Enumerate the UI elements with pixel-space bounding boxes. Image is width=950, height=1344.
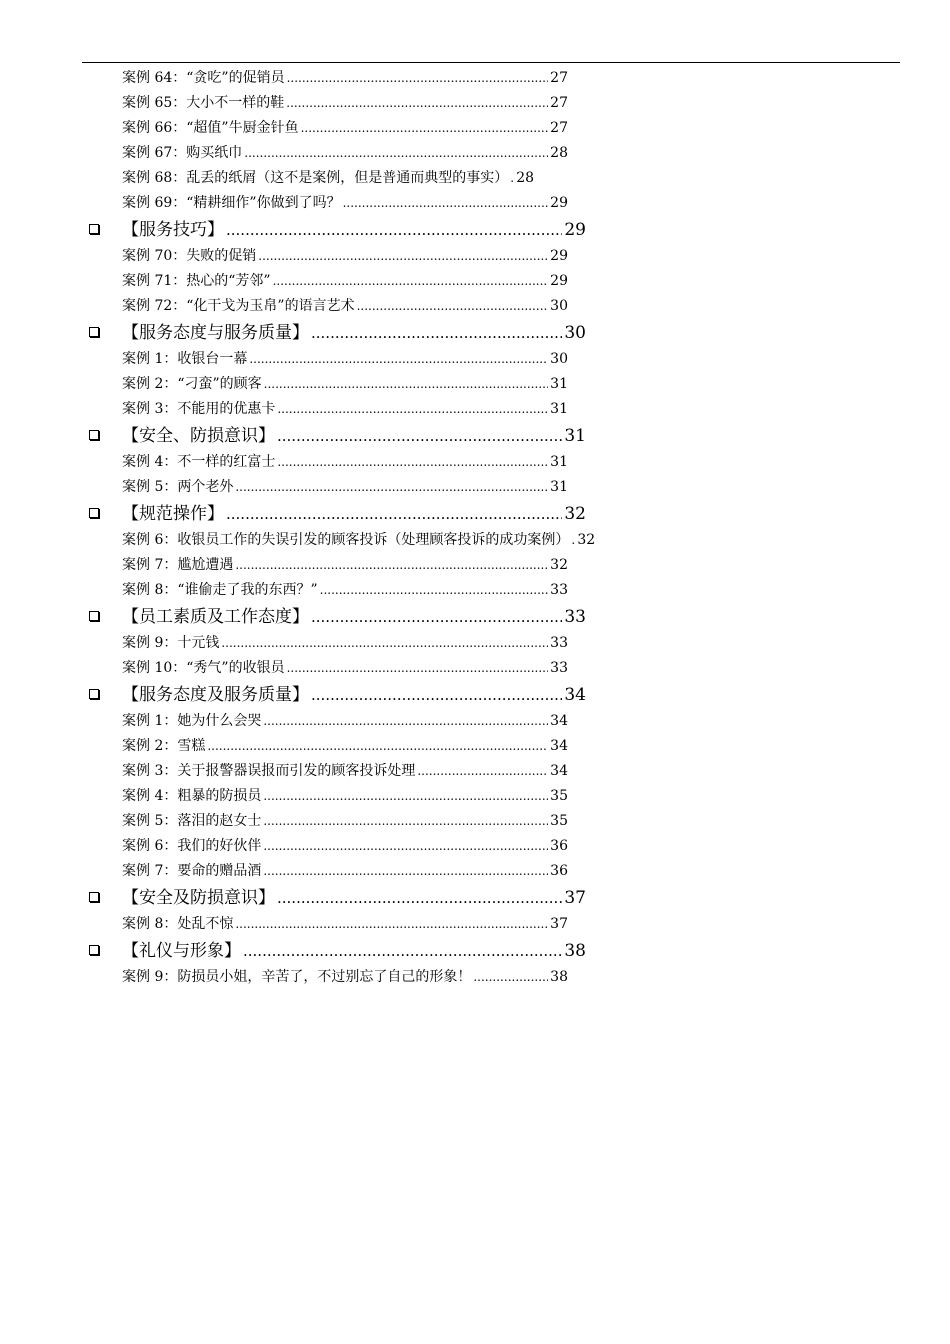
dot-leader [277, 884, 562, 912]
toc-section-entry[interactable] [0, 216, 586, 244]
dot-leader [263, 809, 548, 834]
toc-entry-page-number: 30 [550, 298, 568, 314]
toc-case-entry[interactable] [0, 475, 568, 500]
toc-entry-title: 【安全、防损意识】 [122, 426, 275, 446]
toc-entry-page-number: 31 [564, 426, 586, 446]
toc-case-entry[interactable] [0, 244, 568, 269]
dot-leader [287, 656, 549, 681]
dot-leader [301, 116, 549, 141]
toc-entry-title: 案例 2：“刁蛮”的顾客 [122, 376, 262, 392]
toc-section-entry[interactable] [0, 319, 586, 347]
toc-entry-page-number: 33 [550, 660, 568, 676]
dot-leader [510, 166, 514, 191]
toc-case-entry[interactable] [0, 734, 568, 759]
dot-leader [286, 91, 548, 116]
toc-entry-title: 【规范操作】 [122, 504, 224, 524]
dot-leader [311, 681, 562, 709]
dot-leader [311, 319, 562, 347]
toc-entry-page-number: 35 [550, 788, 568, 804]
toc-entry-title: 【礼仪与形象】 [122, 941, 241, 961]
dot-leader [287, 66, 549, 91]
toc-case-entry[interactable] [0, 528, 722, 553]
toc-entry-page-number: 34 [550, 738, 568, 754]
toc-case-entry[interactable] [0, 294, 568, 319]
toc-case-entry[interactable] [0, 631, 568, 656]
toc-entry-page-number: 33 [564, 607, 586, 627]
toc-case-entry[interactable] [0, 166, 568, 191]
dot-leader [244, 141, 548, 166]
toc-entry-page-number: 35 [550, 813, 568, 829]
toc-entry-title: 案例 68：乱丢的纸屑（这不是案例，但是普通而典型的事实） [122, 170, 509, 186]
toc-case-entry[interactable] [0, 347, 568, 372]
toc-entry-page-number: 31 [550, 376, 568, 392]
toc-entry-title: 案例 4：粗暴的防损员 [122, 788, 262, 804]
toc-entry-title: 【服务技巧】 [122, 220, 224, 240]
dot-leader [264, 372, 549, 397]
dot-leader [263, 859, 548, 884]
dot-leader [249, 347, 548, 372]
toc-entry-title: 案例 64：“贪吃”的促销员 [122, 70, 285, 86]
toc-entry-page-number: 34 [550, 713, 568, 729]
toc-case-entry[interactable] [0, 912, 568, 937]
toc-entry-page-number: 30 [550, 351, 568, 367]
toc-case-entry[interactable] [0, 859, 568, 884]
dot-leader [263, 834, 548, 859]
toc-entry-page-number: 31 [550, 401, 568, 417]
toc-entry-page-number: 34 [564, 685, 586, 705]
toc-case-entry[interactable] [0, 656, 568, 681]
toc-section-entry[interactable] [0, 500, 586, 528]
toc-case-entry[interactable] [0, 965, 568, 990]
toc-entry-page-number: 34 [550, 763, 568, 779]
toc-section-entry[interactable] [0, 681, 586, 709]
toc-case-entry[interactable] [0, 784, 568, 809]
toc-case-entry[interactable] [0, 450, 568, 475]
toc-case-entry[interactable] [0, 91, 568, 116]
toc-entry-title: 案例 3：关于报警器误报而引发的顾客投诉处理 [122, 763, 416, 779]
toc-case-entry[interactable] [0, 191, 568, 216]
dot-leader [243, 937, 562, 965]
toc-case-entry[interactable] [0, 809, 568, 834]
checkbox-bullet-icon [89, 689, 99, 699]
dot-leader [258, 244, 548, 269]
dot-leader [207, 734, 548, 759]
toc-entry-title: 案例 72：“化干戈为玉帛”的语言艺术 [122, 298, 355, 314]
toc-entry-page-number: 32 [564, 504, 586, 524]
toc-section-entry[interactable] [0, 884, 586, 912]
toc-entry-title: 案例 66：“超值”牛厨金针鱼 [122, 120, 299, 136]
toc-entry-page-number: 30 [564, 323, 586, 343]
dot-leader [311, 603, 562, 631]
toc-section-entry[interactable] [0, 603, 586, 631]
dot-leader [273, 269, 549, 294]
checkbox-bullet-icon [89, 611, 99, 621]
toc-entry-page-number: 27 [550, 95, 568, 111]
toc-entry-title: 案例 70：失败的促销 [122, 248, 257, 264]
toc-case-entry[interactable] [0, 66, 568, 91]
toc-entry-page-number: 38 [564, 941, 586, 961]
dot-leader [263, 709, 548, 734]
toc-entry-title: 案例 10：“秀气”的收银员 [122, 660, 285, 676]
toc-entry-page-number: 29 [564, 220, 586, 240]
dot-leader [343, 191, 549, 216]
toc-entry-title: 案例 8：处乱不惊 [122, 916, 234, 932]
checkbox-bullet-icon [89, 508, 99, 518]
toc-section-entry[interactable] [0, 422, 586, 450]
toc-entry-title: 案例 1：收银台一幕 [122, 351, 248, 367]
toc-entry-page-number: 28 [516, 170, 535, 186]
toc-entry-page-number: 29 [550, 248, 568, 264]
dot-leader [277, 397, 548, 422]
dot-leader [571, 528, 575, 553]
checkbox-bullet-icon [89, 224, 99, 234]
toc-entry-title: 案例 6：收银员工作的失误引发的顾客投诉（处理顾客投诉的成功案例） [122, 532, 570, 548]
toc-entry-page-number: 31 [550, 454, 568, 470]
toc-entry-title: 【员工素质及工作态度】 [122, 607, 309, 627]
dot-leader [226, 216, 562, 244]
toc-entry-title: 案例 3：不能用的优惠卡 [122, 401, 276, 417]
toc-entry-page-number: 31 [550, 479, 568, 495]
toc-case-entry[interactable] [0, 553, 568, 578]
toc-entry-title: 案例 7：尴尬遭遇 [122, 557, 234, 573]
header-rule [82, 62, 900, 63]
toc-entry-page-number: 32 [550, 557, 568, 573]
toc-entry-page-number: 33 [550, 635, 568, 651]
toc-case-entry[interactable] [0, 269, 568, 294]
toc-entry-title: 案例 5：两个老外 [122, 479, 234, 495]
toc-case-entry[interactable] [0, 759, 568, 784]
dot-leader [235, 912, 548, 937]
dot-leader [235, 475, 548, 500]
checkbox-bullet-icon [89, 327, 99, 337]
toc-case-entry[interactable] [0, 397, 568, 422]
toc-entry-page-number: 37 [564, 888, 586, 908]
toc-entry-title: 案例 6：我们的好伙伴 [122, 838, 262, 854]
toc-entry-title: 【安全及防损意识】 [122, 888, 275, 908]
checkbox-bullet-icon [89, 945, 99, 955]
toc-entry-title: 案例 69：“精耕细作”你做到了吗？ [122, 195, 341, 211]
checkbox-bullet-icon [89, 892, 99, 902]
checkbox-bullet-icon [89, 430, 99, 440]
toc-entry-page-number: 28 [550, 145, 568, 161]
toc-entry-title: 【服务态度与服务质量】 [122, 323, 309, 343]
toc-entry-title: 案例 65：大小不一样的鞋 [122, 95, 285, 111]
dot-leader [473, 965, 548, 990]
toc-entry-page-number: 29 [550, 195, 568, 211]
toc-entry-title: 案例 9：防损员小姐，辛苦了，不过别忘了自己的形象！ [122, 969, 472, 985]
toc-entry-title: 案例 1：她为什么会哭 [122, 713, 262, 729]
dot-leader [417, 759, 548, 784]
toc-entry-page-number: 37 [550, 916, 568, 932]
toc-entry-page-number: 27 [550, 70, 568, 86]
toc-entry-title: 案例 4：不一样的红富士 [122, 454, 276, 470]
dot-leader [221, 631, 548, 656]
toc-entry-title: 案例 8：“谁偷走了我的东西？” [122, 582, 318, 598]
toc-case-entry[interactable] [0, 116, 568, 141]
dot-leader [263, 784, 548, 809]
toc-entry-title: 案例 2：雪糕 [122, 738, 206, 754]
toc-entry-page-number: 38 [550, 969, 568, 985]
toc-case-entry[interactable] [0, 141, 568, 166]
dot-leader [235, 553, 548, 578]
toc-entry-page-number: 32 [577, 532, 596, 548]
dot-leader [277, 450, 548, 475]
toc-entry-page-number: 33 [550, 582, 568, 598]
dot-leader [277, 422, 562, 450]
toc-entry-page-number: 36 [550, 863, 568, 879]
toc-entry-title: 案例 5：落泪的赵女士 [122, 813, 262, 829]
toc-section-entry[interactable] [0, 937, 586, 965]
toc-entry-page-number: 36 [550, 838, 568, 854]
toc-case-entry[interactable] [0, 709, 568, 734]
toc-entry-title: 案例 9：十元钱 [122, 635, 220, 651]
toc-entry-title: 案例 71：热心的“芳邻” [122, 273, 271, 289]
table-of-contents [0, 66, 950, 990]
toc-entry-title: 案例 67：购买纸巾 [122, 145, 243, 161]
toc-entry-page-number: 27 [550, 120, 568, 136]
dot-leader [226, 500, 562, 528]
toc-case-entry[interactable] [0, 834, 568, 859]
toc-entry-title: 案例 7：要命的赠品酒 [122, 863, 262, 879]
dot-leader [320, 578, 549, 603]
toc-entry-page-number: 29 [550, 273, 568, 289]
dot-leader [357, 294, 549, 319]
toc-entry-title: 【服务态度及服务质量】 [122, 685, 309, 705]
toc-case-entry[interactable] [0, 372, 568, 397]
toc-case-entry[interactable] [0, 578, 568, 603]
